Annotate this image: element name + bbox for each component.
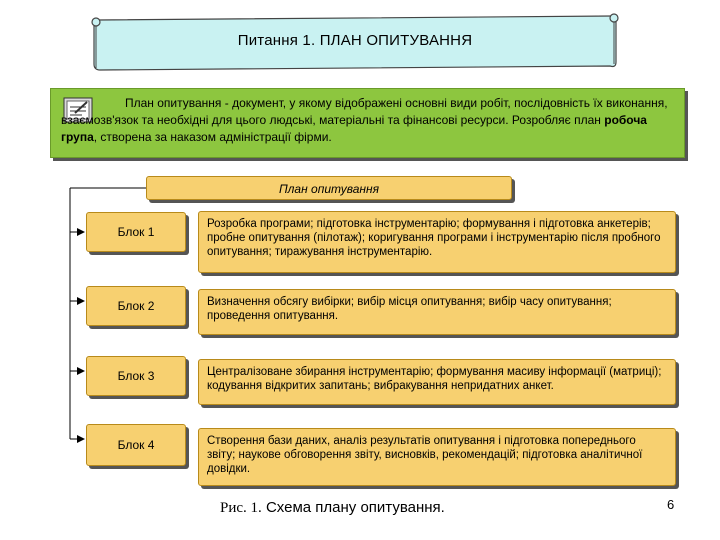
block-1-description: Розробка програми; підготовка інструментарію; формування і підготовка анкетерів; пробне опитування (пілотаж); коригування програми і інструментарію після пробного опитування; тиражування інструментарію. xyxy=(198,211,676,273)
definition-group: робоча група xyxy=(61,113,647,144)
plan-header: План опитування xyxy=(146,176,512,200)
block-3-description: Централізоване збирання інструментарію; формування масиву інформації (матриці); кодування відкритих запитань; вибракування непридатних анкет. xyxy=(198,359,676,405)
definition-part-1: - документ, у якому відображені основні види робіт, послідовність їх виконання, взаємозв'язок та необхідні для цього людські, матеріальні та фінансові ресурси. Розробляє план xyxy=(61,96,668,127)
block-4-description: Створення бази даних, аналіз результатів опитування і підготовка попереднього звіту; наукове обговорення звіту, висновків, рекомендацій; підготовка аналітичної довідки. xyxy=(198,428,676,486)
definition-part-2: , створена за наказом адміністрації фірми. xyxy=(93,130,332,144)
block-2-description: Визначення обсягу вибірки; вибір місця опитування; вибір часу опитування; проведення опитування. xyxy=(198,289,676,335)
figure-caption-text: Схема плану опитування. xyxy=(265,499,445,516)
page-title: Питання 1. ПЛАН ОПИТУВАННЯ xyxy=(237,32,473,49)
figure-caption xyxy=(220,499,445,517)
block-3-label: Блок 3 xyxy=(86,356,186,396)
figure-number: Рис. 1. xyxy=(220,500,262,516)
block-2-label: Блок 2 xyxy=(86,286,186,326)
block-4-label: Блок 4 xyxy=(86,424,186,466)
definition-term: План опитування xyxy=(125,96,222,110)
block-1-label: Блок 1 xyxy=(86,212,186,252)
page-number: 6 xyxy=(667,497,675,512)
